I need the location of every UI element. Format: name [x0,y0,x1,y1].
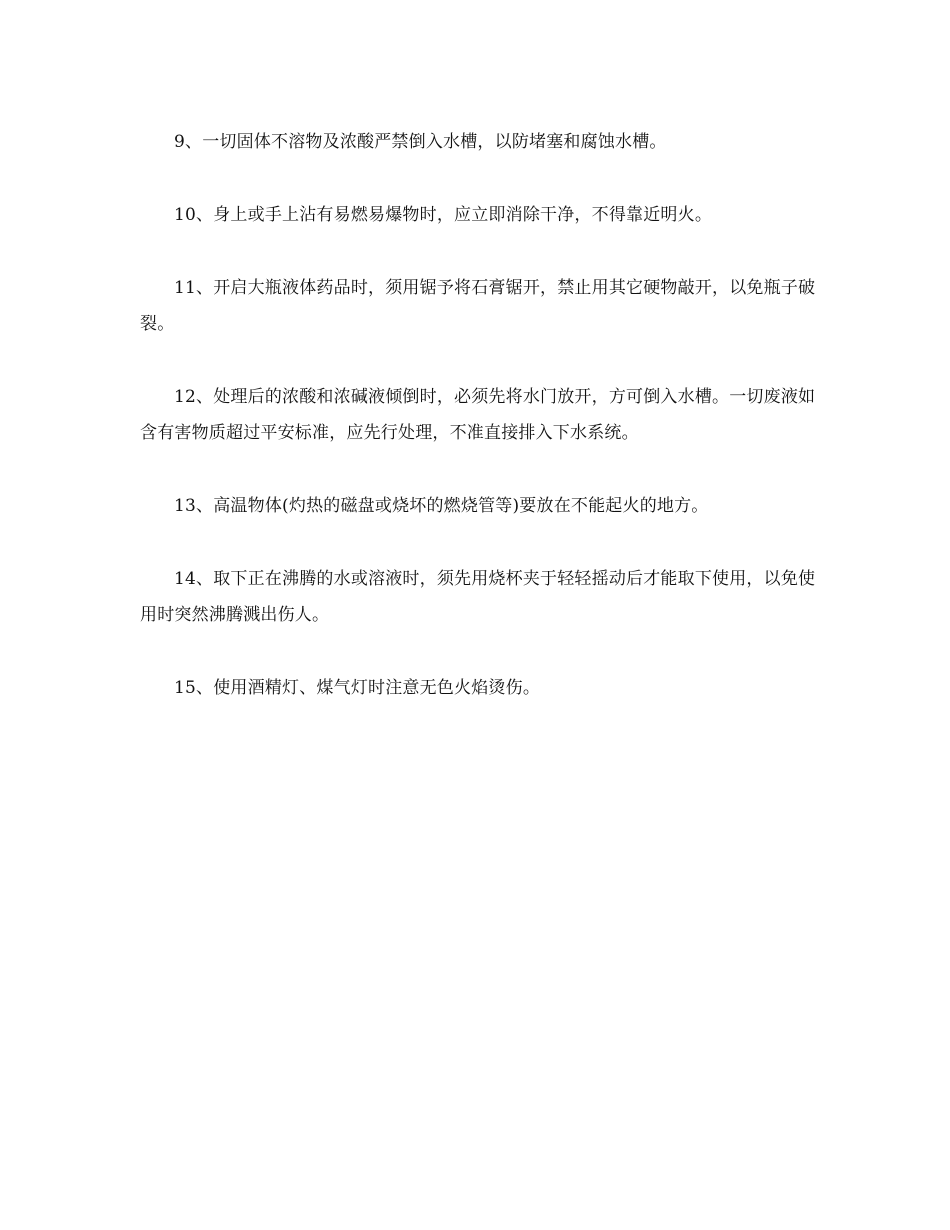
document-body [140,124,820,743]
rule-paragraph-15: 15、使用酒精灯、煤气灯时注意无色火焰烫伤。 [174,678,541,698]
rule-paragraph-13: 13、高温物体(灼热的磁盘或烧坏的燃烧管等)要放在不能起火的地方。 [174,496,709,516]
rule-paragraph-11: 11、开启大瓶液体药品时，须用锯予将石膏锯开，禁止用其它硬物敲开，以免瓶子破裂。 [140,278,816,334]
rule-paragraph-9: 9、一切固体不溶物及浓酸严禁倒入水槽，以防堵塞和腐蚀水槽。 [174,132,667,152]
rule-paragraph-14: 14、取下正在沸腾的水或溶液时，须先用烧杯夹于轻轻摇动后才能取下使用，以免使用时突然沸腾溅出伤人。 [140,569,816,625]
rule-paragraph-10: 10、身上或手上沾有易燃易爆物时，应立即消除干净，不得靠近明火。 [174,205,713,225]
rule-paragraph-12: 12、处理后的浓酸和浓碱液倾倒时，必须先将水门放开，方可倒入水槽。一切废液如含有害物质超过平安标准，应先行处理，不准直接排入下水系统。 [140,387,816,443]
